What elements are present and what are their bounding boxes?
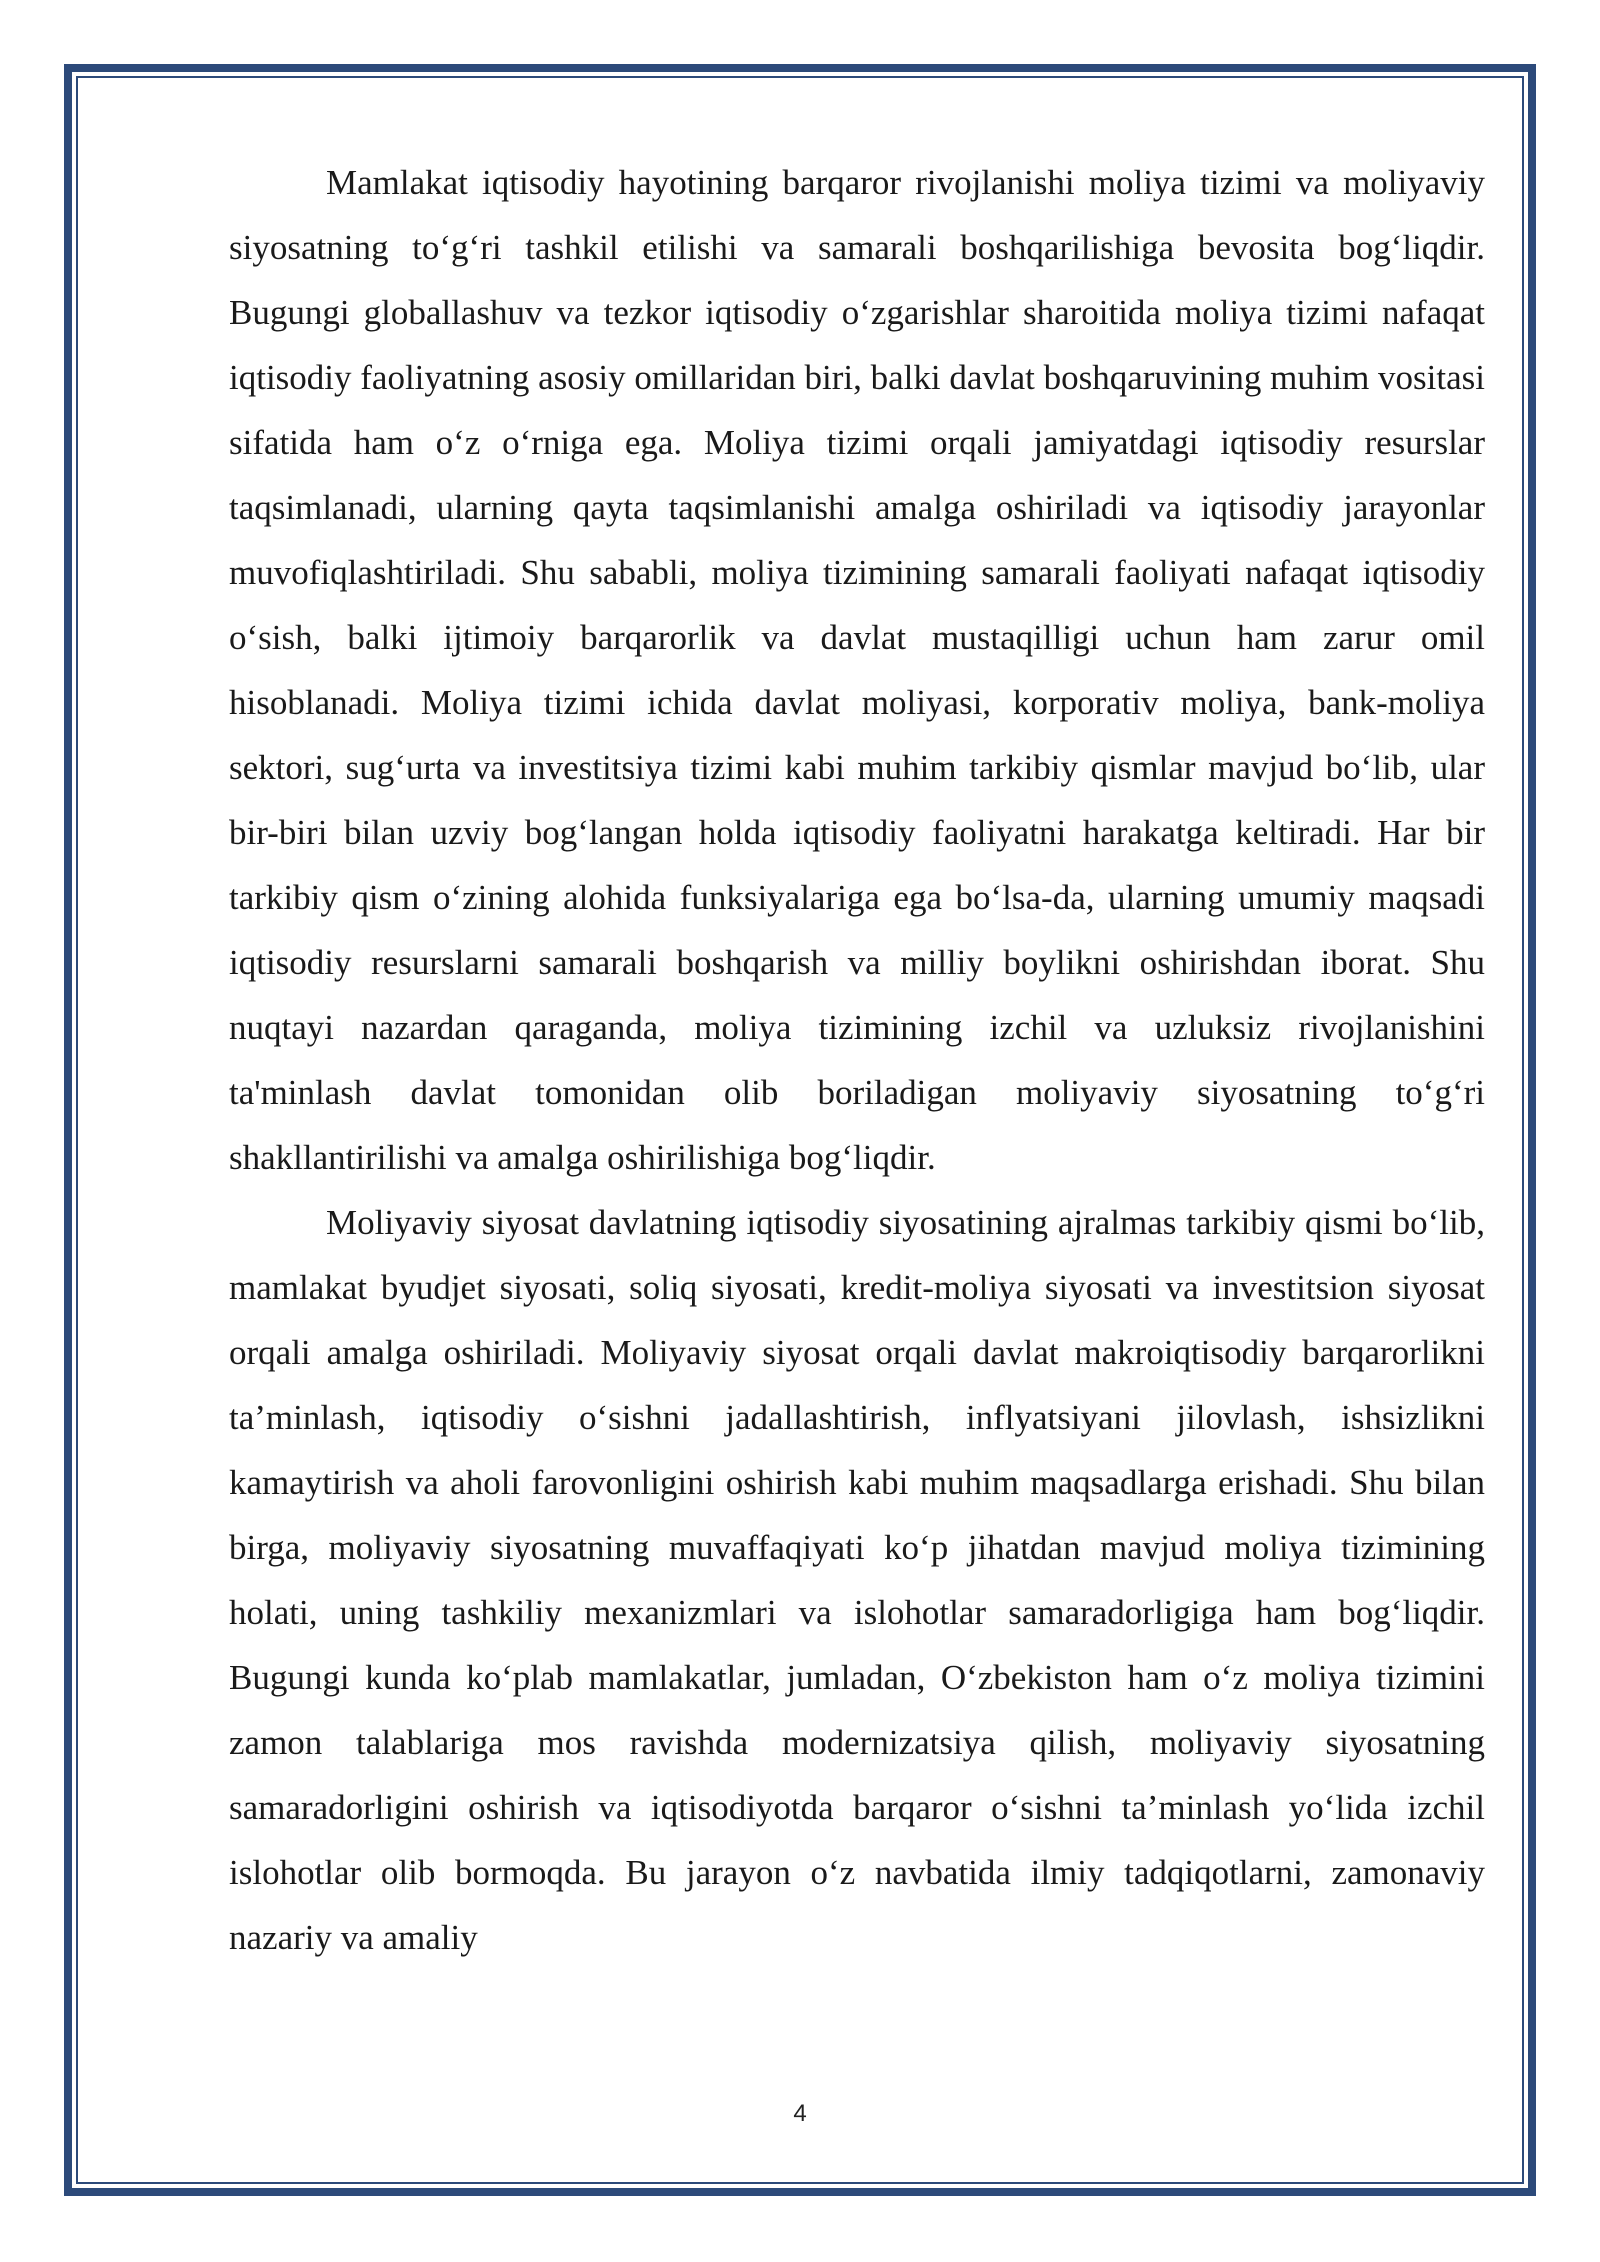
- paragraph-1: Mamlakat iqtisodiy hayotining barqaror rivojlanishi moliya tizimi va moliyaviy siyosatning to‘g‘ri tashkil etilishi va samarali boshqarilishiga bevosita bog‘liqdir. Bugungi globallashuv va tezkor iqtisodiy o‘zgarishlar sharoitida moliya tizimi nafaqat iqtisodiy faoliyatning asosiy omillaridan biri, balki davlat boshqaruvining muhim vositasi sifatida ham o‘z o‘rniga ega. Moliya tizimi orqali jamiyatdagi iqtisodiy resurslar taqsimlanadi, ularning qayta taqsimlanishi amalga oshiriladi va iqtisodiy jarayonlar muvofiqlashtiriladi. Shu sababli, moliya tizimining samarali faoliyati nafaqat iqtisodiy o‘sish, balki ijtimoiy barqarorlik va davlat mustaqilligi uchun ham zarur omil hisoblanadi. Moliya tizimi ichida davlat moliyasi, korporativ moliya, bank-moliya sektori, sug‘urta va investitsiya tizimi kabi muhim tarkibiy qismlar mavjud bo‘lib, ular bir-biri bilan uzviy bog‘langan holda iqtisodiy faoliyatni harakatga keltiradi. Har bir tarkibiy qism o‘zining alohida funksiyalariga ega bo‘lsa-da, ularning umumiy maqsadi iqtisodiy resurslarni samarali boshqarish va milliy boylikni oshirishdan iborat. Shu nuqtayi nazardan qaraganda, moliya tizimining izchil va uzluksiz rivojlanishini ta'minlash davlat tomonidan olib boriladigan moliyaviy siyosatning to‘g‘ri shakllantirilishi va amalga oshirilishiga bog‘liqdir.: [229, 163, 1485, 1177]
- paragraph-2: Moliyaviy siyosat davlatning iqtisodiy siyosatining ajralmas tarkibiy qismi bo‘lib, mamlakat byudjet siyosati, soliq siyosati, kredit-moliya siyosati va investitsion siyosat orqali amalga oshiriladi. Moliyaviy siyosat orqali davlat makroiqtisodiy barqarorlikni ta’minlash, iqtisodiy o‘sishni jadallashtirish, inflyatsiyani jilovlash, ishsizlikni kamaytirish va aholi farovonligini oshirish kabi muhim maqsadlarga erishadi. Shu bilan birga, moliyaviy siyosatning muvaffaqiyati ko‘p jihatdan mavjud moliya tizimining holati, uning tashkiliy mexanizmlari va islohotlar samaradorligiga ham bog‘liqdir. Bugungi kunda ko‘plab mamlakatlar, jumladan, O‘zbekiston ham o‘z moliya tizimini zamon talablariga mos ravishda modernizatsiya qilish, moliyaviy siyosatning samaradorligini oshirish va iqtisodiyotda barqaror o‘sishni ta’minlash yo‘lida izchil islohotlar olib bormoqda. Bu jarayon o‘z navbatida ilmiy tadqiqotlarni, zamonaviy nazariy va amaliy: [229, 1203, 1485, 1957]
- page-number: 4: [793, 2100, 807, 2127]
- document-body: [229, 150, 1485, 1970]
